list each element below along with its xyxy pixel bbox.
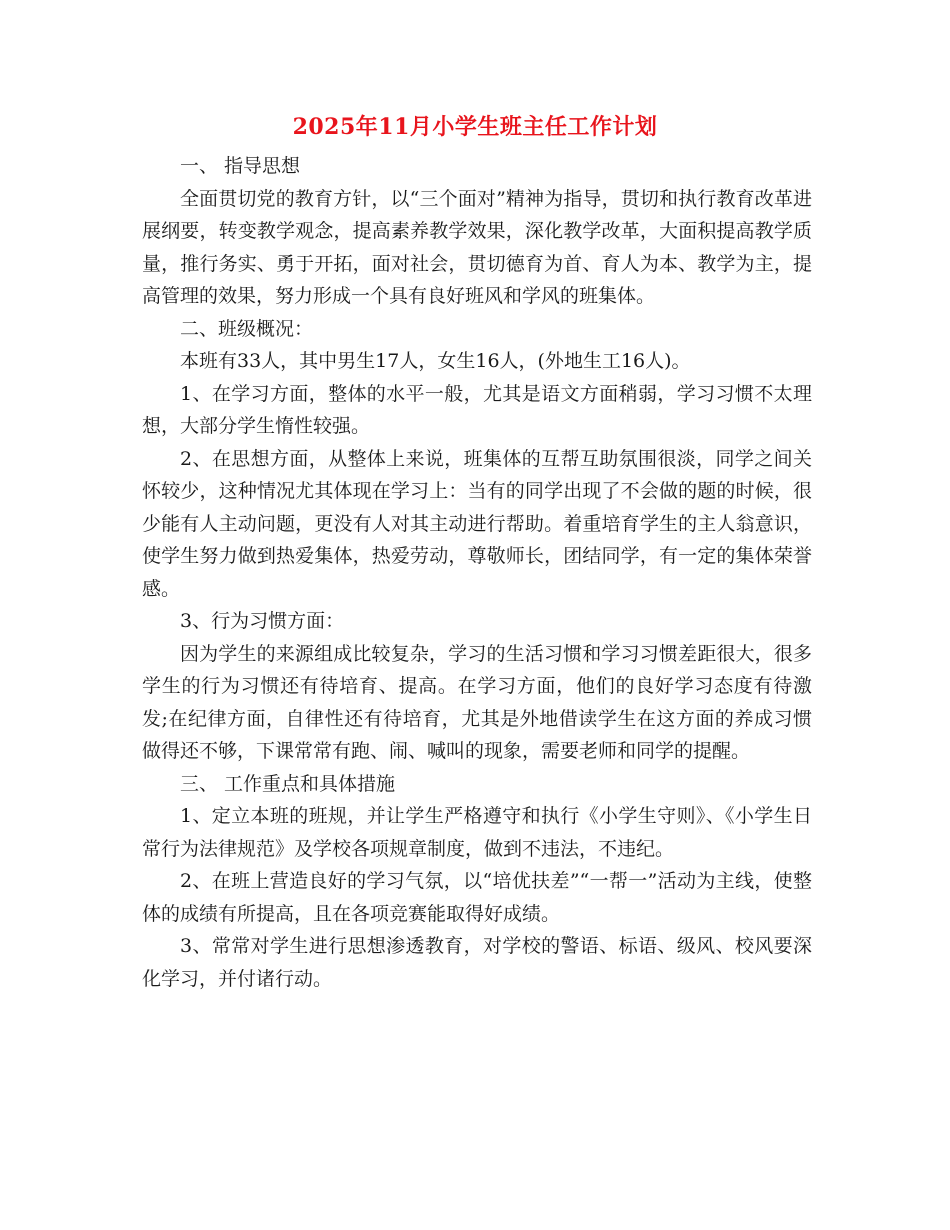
paragraph: 本班有33人，其中男生17人，女生16人，(外地生工16人)。	[180, 350, 691, 372]
paragraph: 因为学生的来源组成比较复杂，学习的生活习惯和学习习惯差距很大，很多学生的行为习惯还有待培育、提高。在学习方面，他们的良好学习态度有待激发;在纪律方面，自律性还有待培育，尤其是外地借读学生在这方面的养成习惯做得还不够，下课常常有跑、闹、喊叫的现象，需要老师和同学的提醒。	[142, 642, 812, 762]
paragraph: 2、在班上营造良好的学习气氛，以“培优扶差”“一帮一”活动为主线，使整体的成绩有所提高，且在各项竞赛能取得好成绩。	[142, 870, 812, 925]
paragraph: 全面贯切党的教育方针，以“三个面对”精神为指导，贯切和执行教育改革进展纲要，转变教学观念，提高素养教学效果，深化教学改革，大面积提高教学质量，推行务实、勇于开拓，面对社会，贯切德育为首、育人为本、教学为主，提高管理的效果，努力形成一个具有良好班风和学风的班集体。	[142, 187, 812, 307]
paragraph: 1、在学习方面，整体的水平一般，尤其是语文方面稍弱，学习习惯不太理想，大部分学生惰性较强。	[142, 382, 812, 437]
section-heading-guiding-ideology: 一、 指导思想	[180, 155, 301, 177]
subheading-behavior-habits: 3、行为习惯方面：	[180, 610, 345, 632]
document-body	[142, 150, 812, 995]
section-heading-work-focus: 三、 工作重点和具体措施	[180, 772, 396, 795]
section-heading-class-overview: 二、班级概况：	[180, 317, 314, 340]
document-title: 2025年11月小学生班主任工作计划	[292, 114, 658, 140]
paragraph: 3、常常对学生进行思想渗透教育，对学校的警语、标语、级风、校风要深化学习，并付诸行动。	[142, 935, 812, 990]
paragraph: 1、定立本班的班规，并让学生严格遵守和执行《小学生守则》、《小学生日常行为法律规范》及学校各项规章制度，做到不违法，不违纪。	[142, 805, 812, 860]
paragraph: 2、在思想方面，从整体上来说，班集体的互帮互助氛围很淡，同学之间关怀较少，这种情况尤其体现在学习上：当有的同学出现了不会做的题的时候，很少能有人主动问题，更没有人对其主动进行帮助。着重培育学生的主人翁意识，使学生努力做到热爱集体，热爱劳动，尊敬师长，团结同学，有一定的集体荣誉感。	[142, 447, 812, 600]
